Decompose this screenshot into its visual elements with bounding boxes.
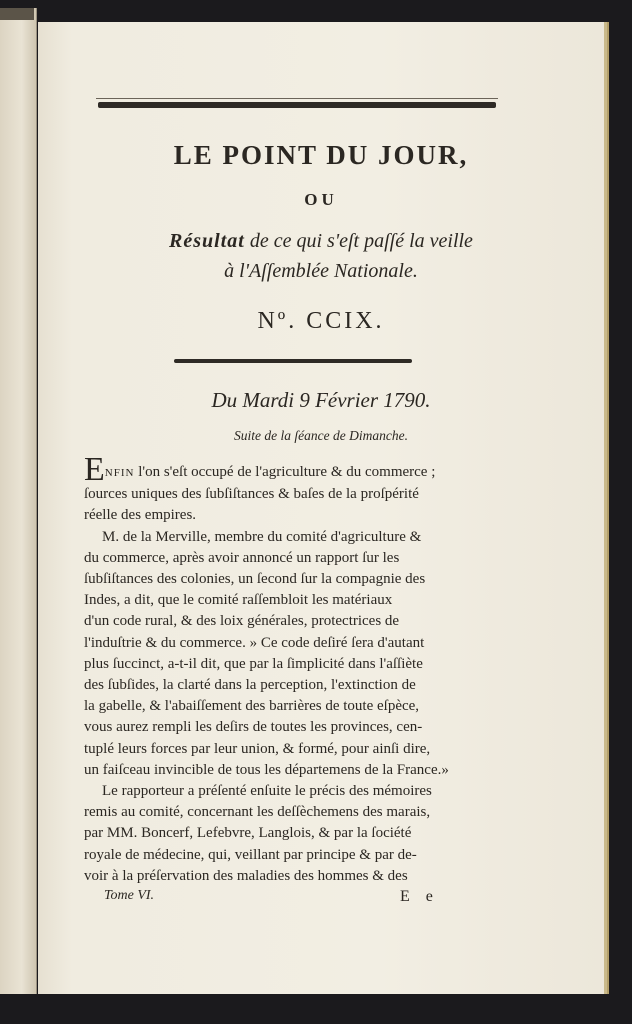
body-line: ſubſiſtances des colonies, un ſecond ſur la compagnie des — [84, 571, 426, 588]
book-page — [38, 22, 604, 994]
body-line: royale de médecine, qui, veillant par principe & par de- — [84, 846, 417, 863]
first-line-start — [84, 451, 436, 488]
subtitle-line-2: à l'Aſſemblée Nationale. — [224, 260, 418, 282]
body-line: vous aurez rempli les deſirs de toutes les provinces, cen- — [84, 719, 423, 736]
body-line: réelle des empires. — [84, 507, 197, 524]
title-conjunction: OU — [304, 190, 338, 209]
volume-label: Tome VI. — [104, 888, 155, 903]
subtitle-line-1 — [38, 226, 604, 256]
body-line: voir à la préſervation des maladies des hommes & des — [84, 867, 408, 884]
body-line: Le rapporteur a préſenté enſuite le précis des mémoires — [102, 783, 432, 800]
subtitle — [38, 226, 604, 286]
middle-rule — [174, 359, 412, 363]
article-body — [84, 451, 500, 887]
body-line: M. de la Merville, membre du comité d'agriculture & — [102, 528, 422, 545]
body-line: par MM. Boncerf, Lefebvre, Langlois, & par la ſociété — [84, 825, 412, 842]
body-line-text: l'on s'eſt occupé de l'agriculture & du commerce ; — [134, 464, 436, 480]
body-line: un faiſceau invincible de tous les départemens de la France.» — [84, 761, 449, 778]
body-line: des ſubſides, la clarté dans la perception, l'extinction de — [84, 677, 416, 694]
body-line: ſources uniques des ſubſiſtances & baſes de la proſpérité — [84, 486, 419, 503]
body-line: plus ſuccinct, a-t-il dit, que par la ſimplicité dans l'aſſiète — [84, 655, 423, 672]
body-line: du commerce, après avoir annoncé un rapport ſur les — [84, 549, 400, 566]
body-line: Indes, a dit, que le comité raſſembloit les matériaux — [84, 592, 393, 609]
subtitle-caps: Résultat — [169, 230, 245, 252]
body-line: remis au comité, concernant les deſſèchemens des marais, — [84, 804, 431, 821]
subtitle-line-1-rest: de ce qui s'eſt paſſé la veille — [244, 230, 473, 252]
facing-page-edge — [0, 8, 37, 994]
first-word: NFIN — [104, 467, 135, 479]
issue-date: Du Mardi 9 Février 1790. — [211, 388, 431, 412]
drop-cap: E — [84, 451, 105, 488]
body-line: d'un code rural, & des loix générales, protectrices de — [84, 613, 400, 630]
signature-mark: E e — [400, 888, 439, 905]
body-line: l'induſtrie & du commerce. » Ce code deſiré ſera d'autant — [84, 634, 425, 651]
top-rule — [98, 102, 496, 108]
issue-number: Nº. CCIX. — [257, 308, 385, 334]
body-line — [84, 451, 500, 488]
session-note: Suite de la ſéance de Dimanche. — [234, 428, 408, 443]
body-line: la gabelle, & l'abaiſſement des barrières de toute eſpèce, — [84, 698, 420, 715]
facing-page-shadow — [0, 8, 34, 20]
page-title: LE POINT DU JOUR, — [173, 140, 469, 170]
body-line: tuplé leurs forces par leur union, & formé, pour ainſi dire, — [84, 740, 431, 757]
